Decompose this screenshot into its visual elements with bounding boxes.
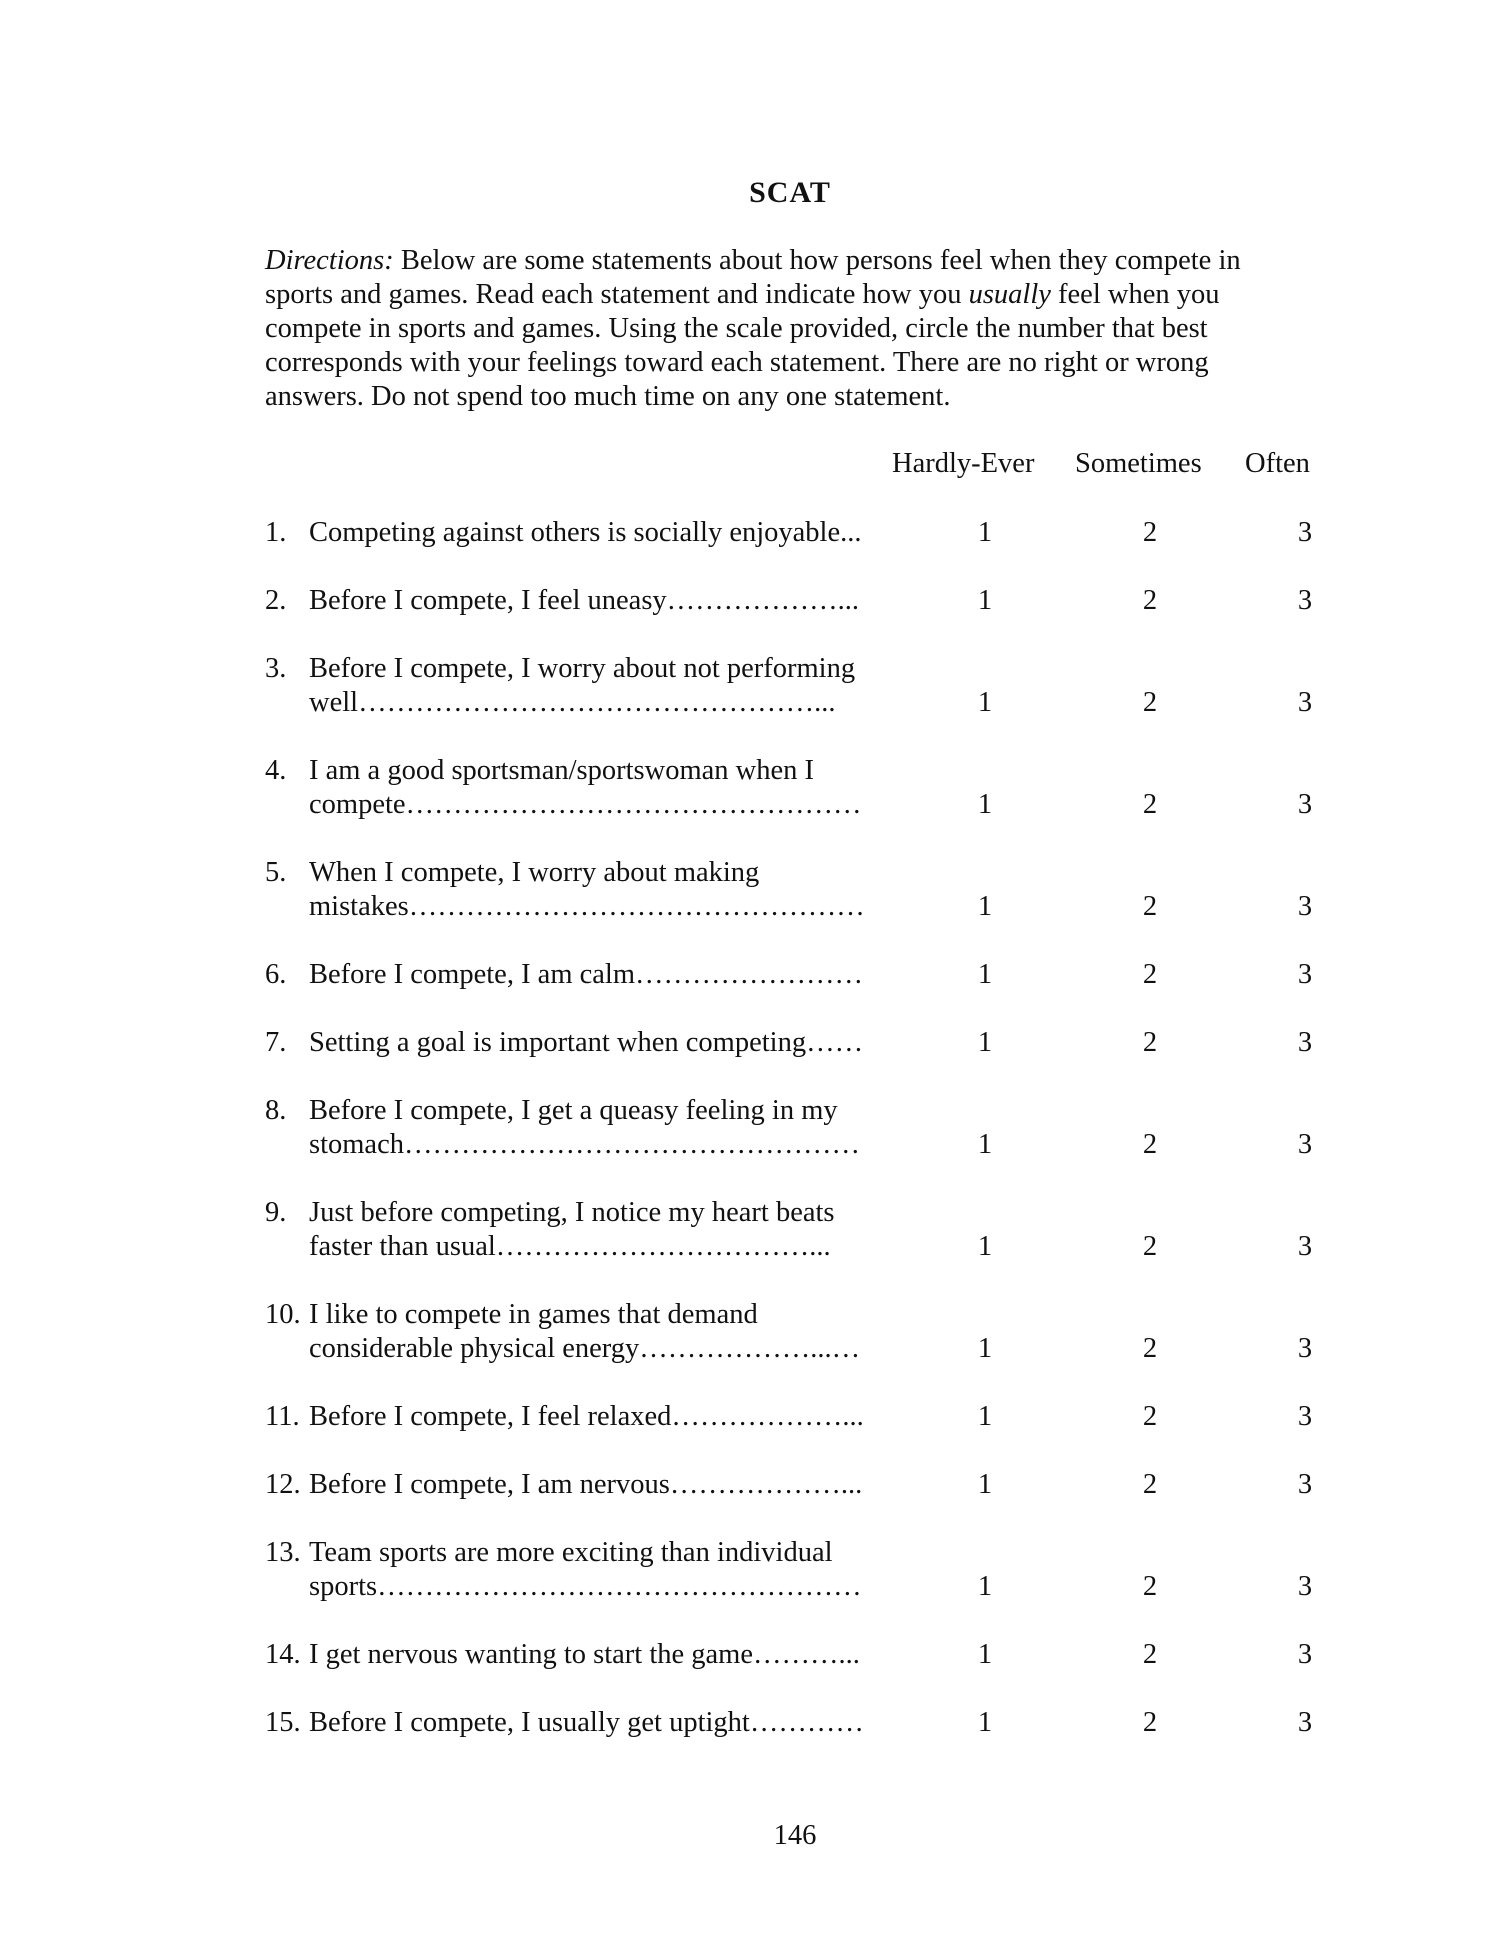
option-sometimes[interactable]: 2 bbox=[1142, 1027, 1158, 1058]
option-sometimes[interactable]: 2 bbox=[1142, 1571, 1158, 1602]
item-number: 1. bbox=[265, 517, 287, 548]
item-statement bbox=[309, 958, 949, 992]
option-hardly-ever[interactable]: 1 bbox=[977, 1639, 993, 1670]
item-statement bbox=[309, 754, 949, 822]
option-often[interactable]: 3 bbox=[1297, 1707, 1313, 1738]
option-sometimes[interactable]: 2 bbox=[1142, 687, 1158, 718]
option-often[interactable]: 3 bbox=[1297, 1639, 1313, 1670]
list-item bbox=[265, 1400, 1325, 1434]
option-hardly-ever[interactable]: 1 bbox=[977, 687, 993, 718]
directions-label: Directions: bbox=[265, 245, 394, 276]
option-often[interactable]: 3 bbox=[1297, 1231, 1313, 1262]
option-hardly-ever[interactable]: 1 bbox=[977, 959, 993, 990]
option-often[interactable]: 3 bbox=[1297, 517, 1313, 548]
item-number: 6. bbox=[265, 959, 287, 990]
item-number: 4. bbox=[265, 755, 287, 786]
item-statement bbox=[309, 584, 949, 618]
page-title: SCAT bbox=[749, 176, 831, 209]
item-statement-line: Just before competing, I notice my heart beats bbox=[309, 1197, 835, 1228]
option-often[interactable]: 3 bbox=[1297, 1027, 1313, 1058]
item-statement-line: sports…………………………………………… bbox=[309, 1571, 862, 1602]
item-statement-line: mistakes………………………………………… bbox=[309, 891, 865, 922]
item-number: 5. bbox=[265, 857, 287, 888]
option-hardly-ever[interactable]: 1 bbox=[977, 789, 993, 820]
list-item bbox=[265, 754, 1325, 822]
item-number: 7. bbox=[265, 1027, 287, 1058]
item-statement-line: compete………………………………………… bbox=[309, 789, 862, 820]
directions-paragraph bbox=[265, 244, 1305, 414]
item-statement-line: Before I compete, I usually get uptight………… bbox=[309, 1707, 864, 1738]
option-sometimes[interactable]: 2 bbox=[1142, 1639, 1158, 1670]
item-statement bbox=[309, 1468, 949, 1502]
scale-header-hardly-ever: Hardly-Ever bbox=[892, 448, 1035, 479]
list-item bbox=[265, 856, 1325, 924]
list-item bbox=[265, 1468, 1325, 1502]
option-hardly-ever[interactable]: 1 bbox=[977, 585, 993, 616]
item-statement bbox=[309, 1638, 949, 1672]
option-sometimes[interactable]: 2 bbox=[1142, 1707, 1158, 1738]
option-often[interactable]: 3 bbox=[1297, 1469, 1313, 1500]
list-item bbox=[265, 1196, 1325, 1264]
list-item bbox=[265, 1298, 1325, 1366]
item-statement-line: considerable physical energy………………...… bbox=[309, 1333, 861, 1364]
option-sometimes[interactable]: 2 bbox=[1142, 1401, 1158, 1432]
option-sometimes[interactable]: 2 bbox=[1142, 891, 1158, 922]
item-statement-line: Team sports are more exciting than individual bbox=[309, 1537, 833, 1568]
item-statement-line: I like to compete in games that demand bbox=[309, 1299, 758, 1330]
directions-line-4: corresponds with your feelings toward each statement. There are no right or wrong bbox=[265, 347, 1209, 378]
option-hardly-ever[interactable]: 1 bbox=[977, 891, 993, 922]
item-number: 12. bbox=[265, 1469, 301, 1500]
item-statement-line: well…………………………………………... bbox=[309, 687, 836, 718]
directions-line-2a: sports and games. Read each statement and indicate how you bbox=[265, 279, 969, 310]
item-statement bbox=[309, 856, 949, 924]
option-hardly-ever[interactable]: 1 bbox=[977, 517, 993, 548]
option-hardly-ever[interactable]: 1 bbox=[977, 1027, 993, 1058]
list-item bbox=[265, 1638, 1325, 1672]
option-sometimes[interactable]: 2 bbox=[1142, 959, 1158, 990]
item-statement-line: Before I compete, I feel relaxed………………... bbox=[309, 1401, 864, 1432]
item-statement bbox=[309, 1706, 949, 1740]
list-item bbox=[265, 958, 1325, 992]
item-number: 9. bbox=[265, 1197, 287, 1228]
list-item bbox=[265, 1094, 1325, 1162]
directions-line-1: Below are some statements about how persons feel when they compete in bbox=[393, 245, 1241, 276]
item-statement bbox=[309, 652, 949, 720]
item-statement-line: faster than usual……………………………... bbox=[309, 1231, 831, 1262]
option-sometimes[interactable]: 2 bbox=[1142, 789, 1158, 820]
item-statement-line: stomach………………………………………… bbox=[309, 1129, 860, 1160]
item-number: 3. bbox=[265, 653, 287, 684]
scale-header-sometimes: Sometimes bbox=[1075, 448, 1202, 479]
list-item bbox=[265, 1706, 1325, 1740]
item-statement-line: Before I compete, I am nervous………………... bbox=[309, 1469, 863, 1500]
item-statement-line: Competing against others is socially enjoyable... bbox=[309, 517, 862, 548]
item-number: 15. bbox=[265, 1707, 301, 1738]
item-number: 11. bbox=[265, 1401, 300, 1432]
list-item bbox=[265, 1536, 1325, 1604]
option-hardly-ever[interactable]: 1 bbox=[977, 1571, 993, 1602]
item-statement-line: Before I compete, I worry about not performing bbox=[309, 653, 856, 684]
item-statement-line: When I compete, I worry about making bbox=[309, 857, 760, 888]
item-statement bbox=[309, 1536, 949, 1604]
option-sometimes[interactable]: 2 bbox=[1142, 1231, 1158, 1262]
scale-header-often: Often bbox=[1245, 448, 1310, 479]
item-statement bbox=[309, 1400, 949, 1434]
item-statement-line: Setting a goal is important when competing…… bbox=[309, 1027, 864, 1058]
list-item bbox=[265, 652, 1325, 720]
option-sometimes[interactable]: 2 bbox=[1142, 585, 1158, 616]
option-often[interactable]: 3 bbox=[1297, 585, 1313, 616]
item-statement-line: I get nervous wanting to start the game………... bbox=[309, 1639, 860, 1670]
list-item bbox=[265, 516, 1325, 550]
option-often[interactable]: 3 bbox=[1297, 1129, 1313, 1160]
item-statement bbox=[309, 1026, 949, 1060]
directions-line-5: answers. Do not spend too much time on any one statement. bbox=[265, 381, 951, 412]
item-statement-line: I am a good sportsman/sportswoman when I bbox=[309, 755, 814, 786]
item-statement-line: Before I compete, I feel uneasy………………... bbox=[309, 585, 860, 616]
item-number: 14. bbox=[265, 1639, 301, 1670]
item-statement-line: Before I compete, I am calm…………………… bbox=[309, 959, 864, 990]
option-sometimes[interactable]: 2 bbox=[1142, 1333, 1158, 1364]
option-often[interactable]: 3 bbox=[1297, 891, 1313, 922]
item-number: 13. bbox=[265, 1537, 301, 1568]
option-often[interactable]: 3 bbox=[1297, 687, 1313, 718]
item-number: 8. bbox=[265, 1095, 287, 1126]
option-often[interactable]: 3 bbox=[1297, 959, 1313, 990]
item-statement bbox=[309, 1196, 949, 1264]
item-number: 10. bbox=[265, 1299, 301, 1330]
option-hardly-ever[interactable]: 1 bbox=[977, 1707, 993, 1738]
option-sometimes[interactable]: 2 bbox=[1142, 1129, 1158, 1160]
directions-line-2b: feel when you bbox=[1050, 279, 1220, 310]
option-often[interactable]: 3 bbox=[1297, 1401, 1313, 1432]
list-item bbox=[265, 1026, 1325, 1060]
list-item bbox=[265, 584, 1325, 618]
option-often[interactable]: 3 bbox=[1297, 1571, 1313, 1602]
option-hardly-ever[interactable]: 1 bbox=[977, 1333, 993, 1364]
directions-line-3: compete in sports and games. Using the scale provided, circle the number that best bbox=[265, 313, 1208, 344]
item-statement bbox=[309, 1298, 949, 1366]
item-statement bbox=[309, 1094, 949, 1162]
item-statement bbox=[309, 516, 949, 550]
option-often[interactable]: 3 bbox=[1297, 1333, 1313, 1364]
option-hardly-ever[interactable]: 1 bbox=[977, 1469, 993, 1500]
option-hardly-ever[interactable]: 1 bbox=[977, 1231, 993, 1262]
item-statement-line: Before I compete, I get a queasy feeling in my bbox=[309, 1095, 838, 1126]
option-often[interactable]: 3 bbox=[1297, 789, 1313, 820]
option-hardly-ever[interactable]: 1 bbox=[977, 1129, 993, 1160]
option-sometimes[interactable]: 2 bbox=[1142, 1469, 1158, 1500]
option-hardly-ever[interactable]: 1 bbox=[977, 1401, 993, 1432]
item-number: 2. bbox=[265, 585, 287, 616]
option-sometimes[interactable]: 2 bbox=[1142, 517, 1158, 548]
directions-usually-emphasis: usually bbox=[968, 279, 1051, 310]
page-number: 146 bbox=[773, 1820, 817, 1851]
